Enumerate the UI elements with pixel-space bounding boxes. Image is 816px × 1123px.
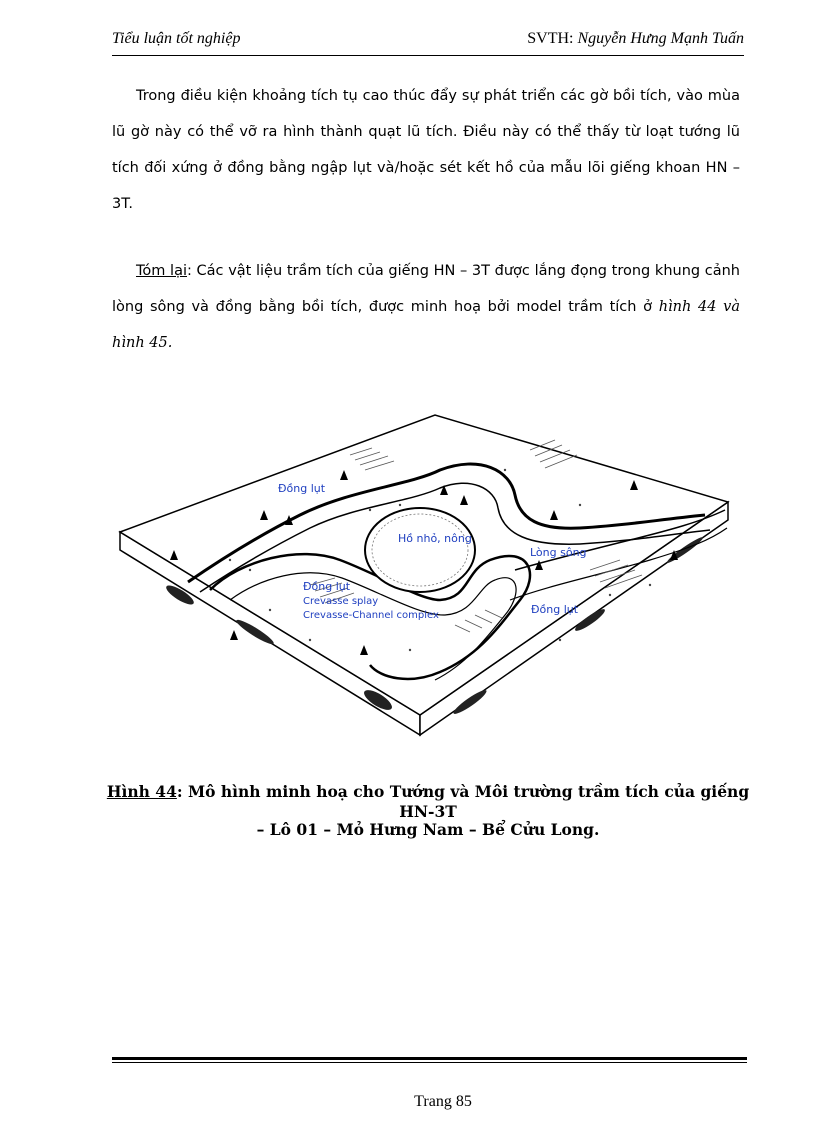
figure-caption-line2: – Lô 01 – Mỏ Hưng Nam – Bể Cửu Long.: [256, 820, 600, 839]
page-number: Trang 85: [414, 1093, 472, 1110]
figure-caption-line1: [100, 782, 756, 822]
fluvial-block-diagram: [110, 410, 730, 740]
block-diagram-drawing: [110, 410, 730, 740]
footer-rule-thin: [112, 1062, 747, 1063]
label-floodplain-left: Đồng lụt: [303, 580, 351, 593]
header-author-prefix: SVTH:: [527, 30, 574, 47]
paragraph-crevasse: Trong điều kiện khoảng tích tụ cao thúc đẩy sự phát triển các gờ bồi tích, vào mùa lũ gờ này có thể vỡ ra hình thành quạt lũ tích. Điều này có thể thấy từ loạt tướng lũ tích đối xứng ở đồng bằng ngập lụt và/hoặc sét kết hồ của mẫu lõi giếng khoan HN – 3T.: [112, 88, 740, 212]
label-river-channel: Lòng sông: [530, 546, 587, 559]
footer-rule-thick: [112, 1057, 747, 1060]
summary-text: : Các vật liệu trầm tích của giếng HN – 3T được lắng đọng trong khung cảnh lòng sông và đồng bằng bồi tích, được minh hoạ bởi model trầm tích ở: [112, 263, 740, 315]
page-header: [112, 30, 744, 52]
label-crevasse-splay: Crevasse splay: [303, 596, 379, 607]
label-crevasse-channel: Crevasse-Channel complex: [303, 610, 439, 621]
summary-figure-ref: hình 44 và hình 45.: [112, 299, 741, 351]
summary-lead: Tóm lại: [136, 263, 187, 279]
paragraph-summary: [112, 253, 740, 361]
header-author-name: Nguyễn Hưng Mạnh Tuấn: [577, 30, 744, 47]
header-thesis-title: Tiểu luận tốt nghiệp: [112, 30, 241, 47]
caption-figure-number: Hình 44: [106, 782, 177, 801]
label-floodplain-top: Đồng lụt: [278, 482, 326, 495]
label-small-lake: Hồ nhỏ, nông: [398, 532, 472, 545]
label-floodplain-right: Đồng lụt: [531, 603, 579, 616]
header-author: [527, 30, 744, 48]
caption-title: : Mô hình minh hoạ cho Tướng và Môi trường trầm tích của giếng HN-3T: [176, 782, 750, 821]
header-rule: [112, 55, 744, 56]
